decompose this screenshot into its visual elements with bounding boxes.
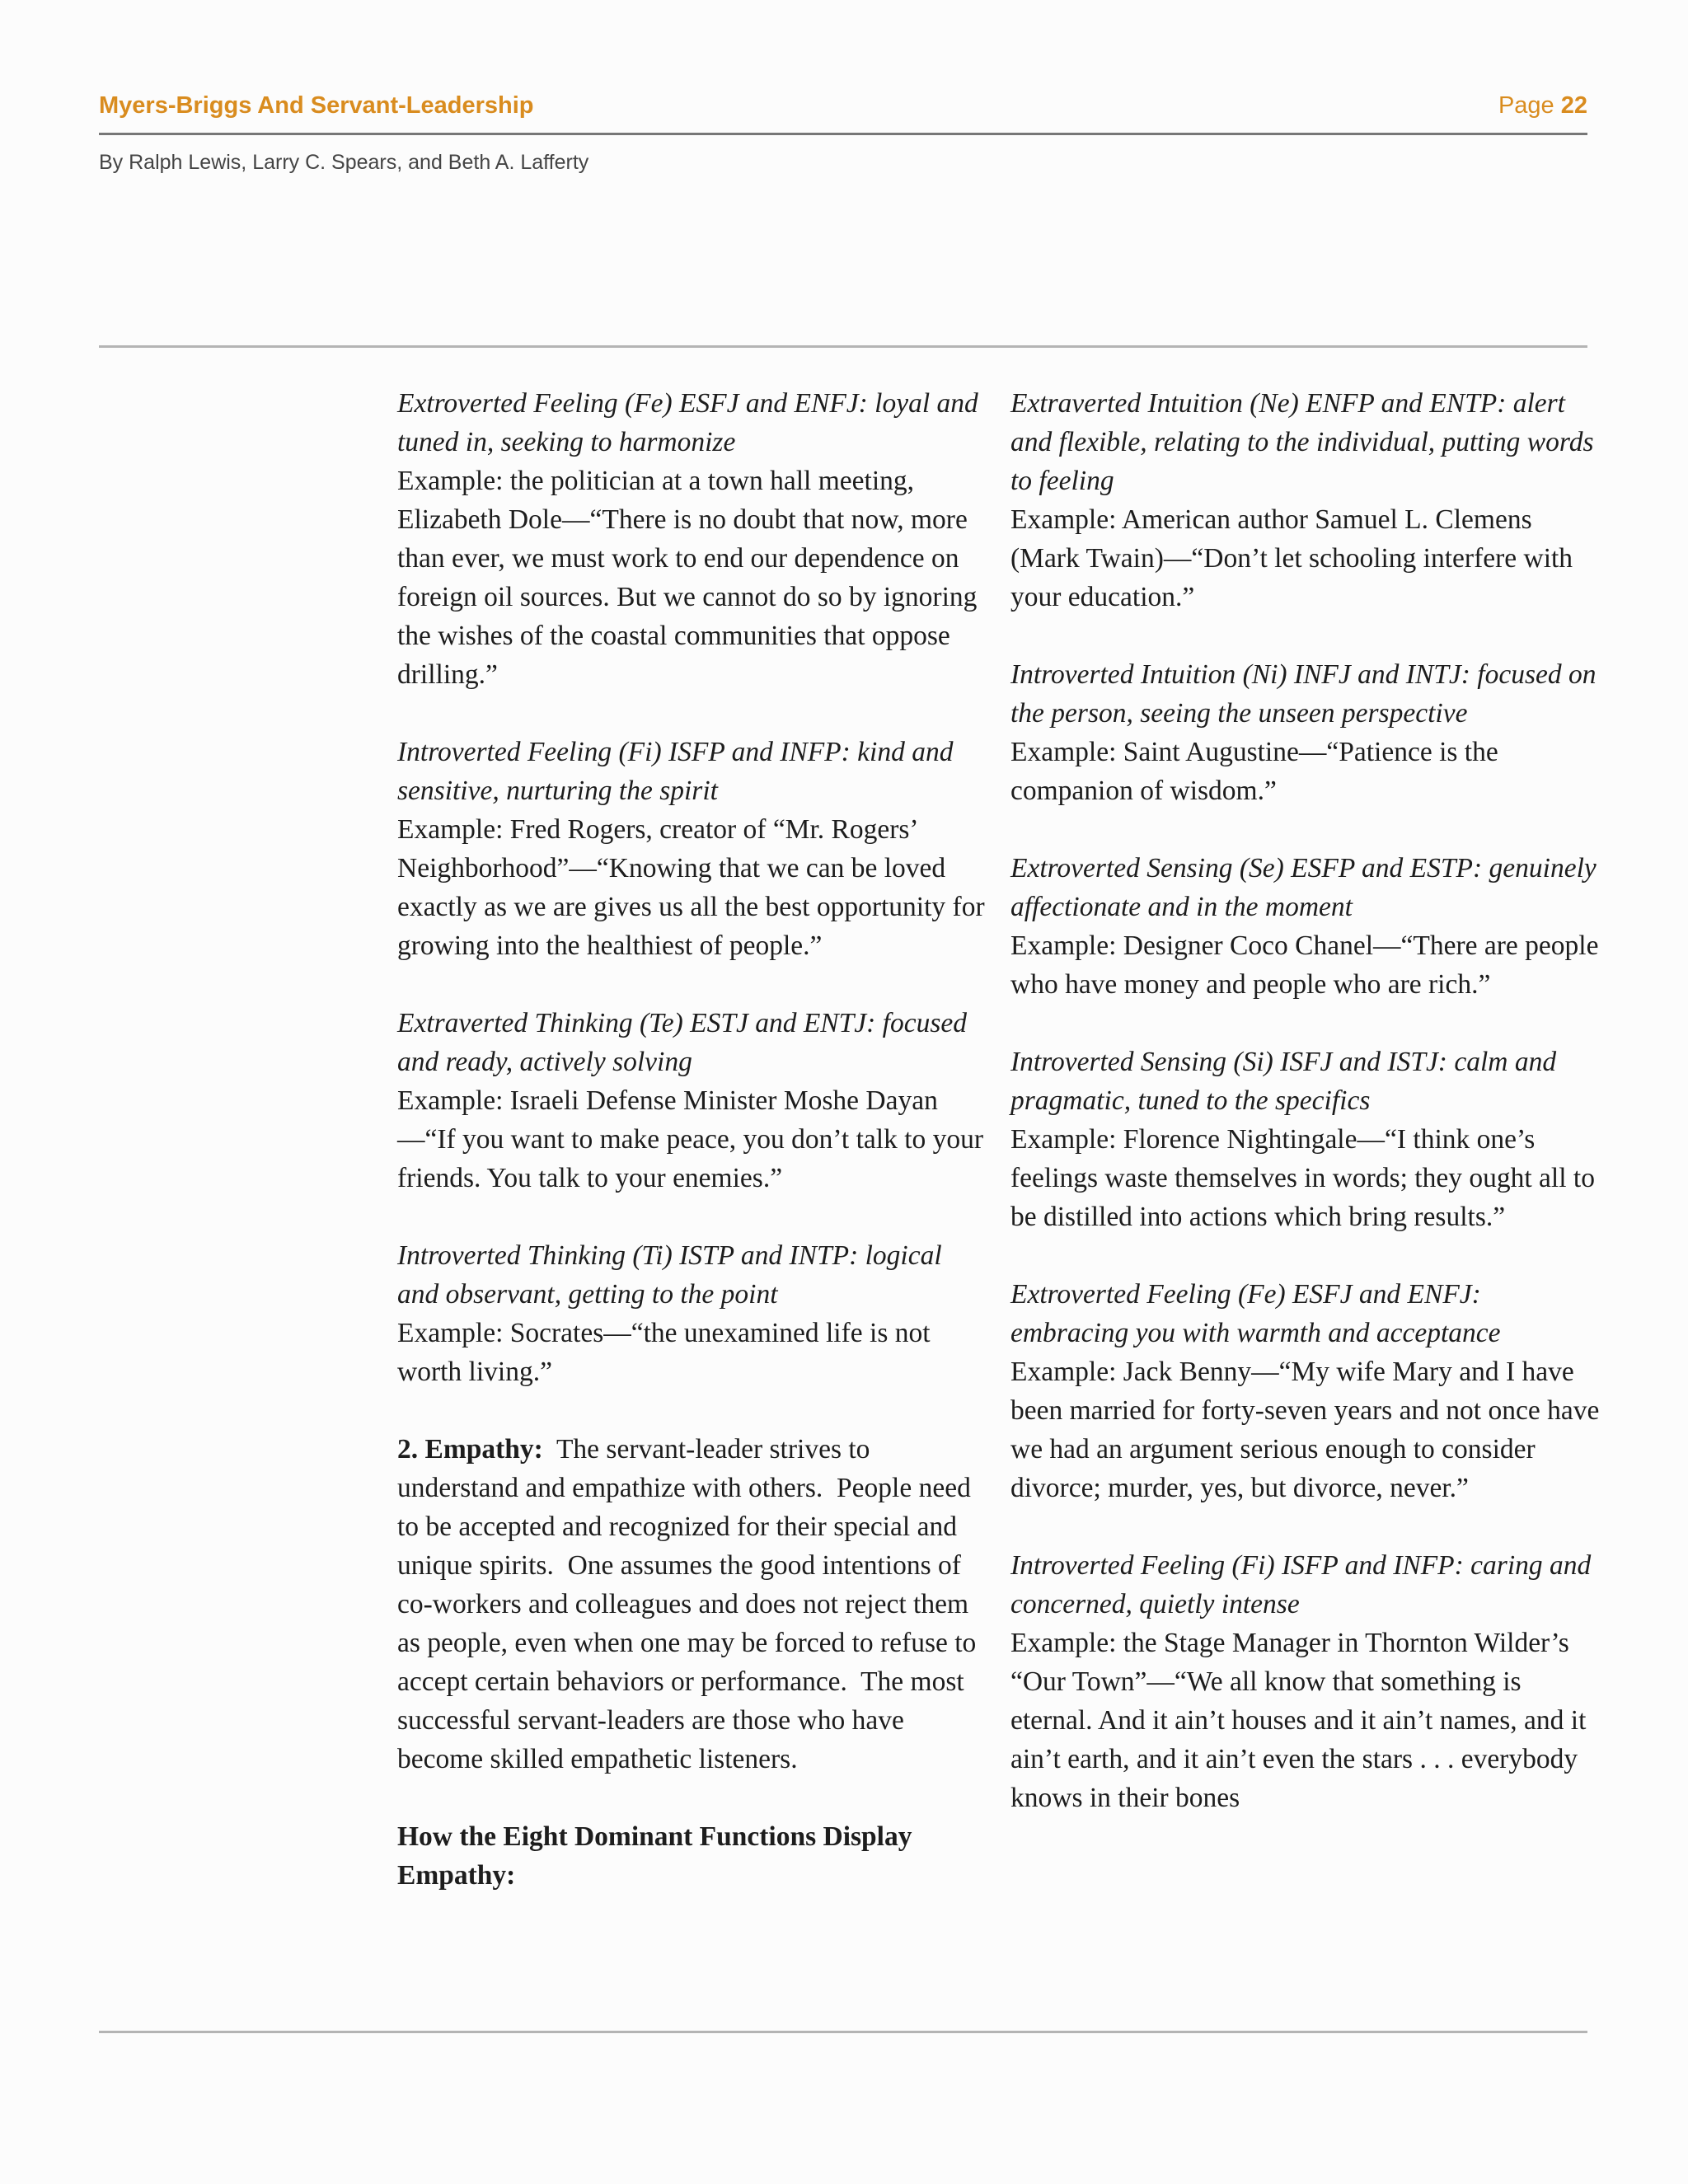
type-example: Example: Israeli Defense Minister Moshe Dayan—“If you want to make peace, you don’t talk to your friends. You talk to your enemies.” [397, 1085, 984, 1193]
type-entry [1010, 384, 1600, 616]
content-top-divider [99, 345, 1587, 348]
header-divider [99, 133, 1587, 135]
empathy-paragraph [397, 1430, 987, 1779]
type-example: Example: the Stage Manager in Thornton Wilder’s “Our Town”—“We all know that something is eternal. And it ain’t houses and it ain’t names, and it ain’t earth, and it ain’t even the stars . . . everybody knows in their bones [1010, 1628, 1587, 1813]
type-heading: Extraverted Thinking (Te) ESTJ and ENTJ: focused and ready, actively solving [397, 1008, 967, 1077]
type-entry [1010, 655, 1600, 810]
running-header-title: Myers-Briggs And Servant-Leadership [99, 92, 534, 119]
empathy-label: 2. Empathy: [397, 1434, 543, 1465]
type-heading: Extroverted Sensing (Se) ESFP and ESTP: genuinely affectionate and in the moment [1010, 853, 1597, 922]
type-example: Example: Florence Nightingale—“I think one’s feelings waste themselves in words; they ought all to be distilled into actions which bring results.” [1010, 1124, 1595, 1232]
type-entry [397, 1236, 987, 1391]
type-example: Example: the politician at a town hall meeting, Elizabeth Dole—“There is no doubt that now, more than ever, we must work to end our dependence on foreign oil sources. But we cannot do so by ignoring the wishes of the coastal communities that oppose drilling.” [397, 466, 978, 690]
byline: By Ralph Lewis, Larry C. Spears, and Beth A. Lafferty [99, 151, 589, 174]
type-example: Example: Jack Benny—“My wife Mary and I have been married for forty-seven years and not once have we had an argument serious enough to consider divorce; murder, yes, but divorce, never.” [1010, 1357, 1600, 1503]
subheading-text: How the Eight Dominant Functions Display Empathy: [397, 1821, 912, 1891]
type-entry [1010, 1275, 1600, 1507]
footer-divider [99, 2031, 1587, 2033]
type-heading: Extraverted Intuition (Ne) ENFP and ENTP: alert and flexible, relating to the individual, putting words to feeling [1010, 388, 1594, 496]
type-entry [1010, 1546, 1600, 1817]
type-entry [397, 1004, 987, 1197]
type-heading: Introverted Intuition (Ni) INFJ and INTJ: focused on the person, seeing the unseen perspective [1010, 659, 1597, 729]
page-label: Page [1498, 92, 1554, 119]
type-heading: Extroverted Feeling (Fe) ESFJ and ENFJ: loyal and tuned in, seeking to harmonize [397, 388, 978, 457]
right-column [1010, 384, 1600, 1856]
type-entry [397, 384, 987, 694]
section-subheading [397, 1817, 987, 1895]
type-entry [1010, 1043, 1600, 1236]
empathy-text: The servant-leader strives to understand and empathize with others. People need to be accepted and recognized for their special and unique spirits. One assumes the good intentions of co-workers and colleagues and does not reject them as people, even when one may be forced to refuse to accept certain behaviors or performance. The most successful servant-leaders are those who have become skilled empathetic listeners. [397, 1434, 983, 1774]
type-entry [1010, 849, 1600, 1004]
type-heading: Introverted Thinking (Ti) ISTP and INTP: logical and observant, getting to the point [397, 1240, 942, 1310]
type-example: Example: Saint Augustine—“Patience is the companion of wisdom.” [1010, 737, 1498, 806]
type-heading: Introverted Feeling (Fi) ISFP and INFP: kind and sensitive, nurturing the spirit [397, 737, 954, 806]
type-heading: Introverted Sensing (Si) ISFJ and ISTJ: calm and pragmatic, tuned to the specifics [1010, 1047, 1557, 1116]
page-number-label [1498, 92, 1587, 120]
left-column [397, 384, 987, 1933]
type-entry [397, 733, 987, 965]
page-number: 22 [1560, 92, 1587, 119]
type-heading: Extroverted Feeling (Fe) ESFJ and ENFJ: embracing you with warmth and acceptance [1010, 1279, 1501, 1348]
type-example: Example: American author Samuel L. Clemens (Mark Twain)—“Don’t let schooling interfere with your education.” [1010, 504, 1573, 612]
type-example: Example: Designer Coco Chanel—“There are people who have money and people who are rich.” [1010, 930, 1599, 1000]
type-example: Example: Fred Rogers, creator of “Mr. Rogers’ Neighborhood”—“Knowing that we can be loved exactly as we are gives us all the best opportunity for growing into the healthiest of people.” [397, 814, 985, 961]
type-example: Example: Socrates—“the unexamined life is not worth living.” [397, 1318, 931, 1387]
type-heading: Introverted Feeling (Fi) ISFP and INFP: caring and concerned, quietly intense [1010, 1550, 1592, 1619]
